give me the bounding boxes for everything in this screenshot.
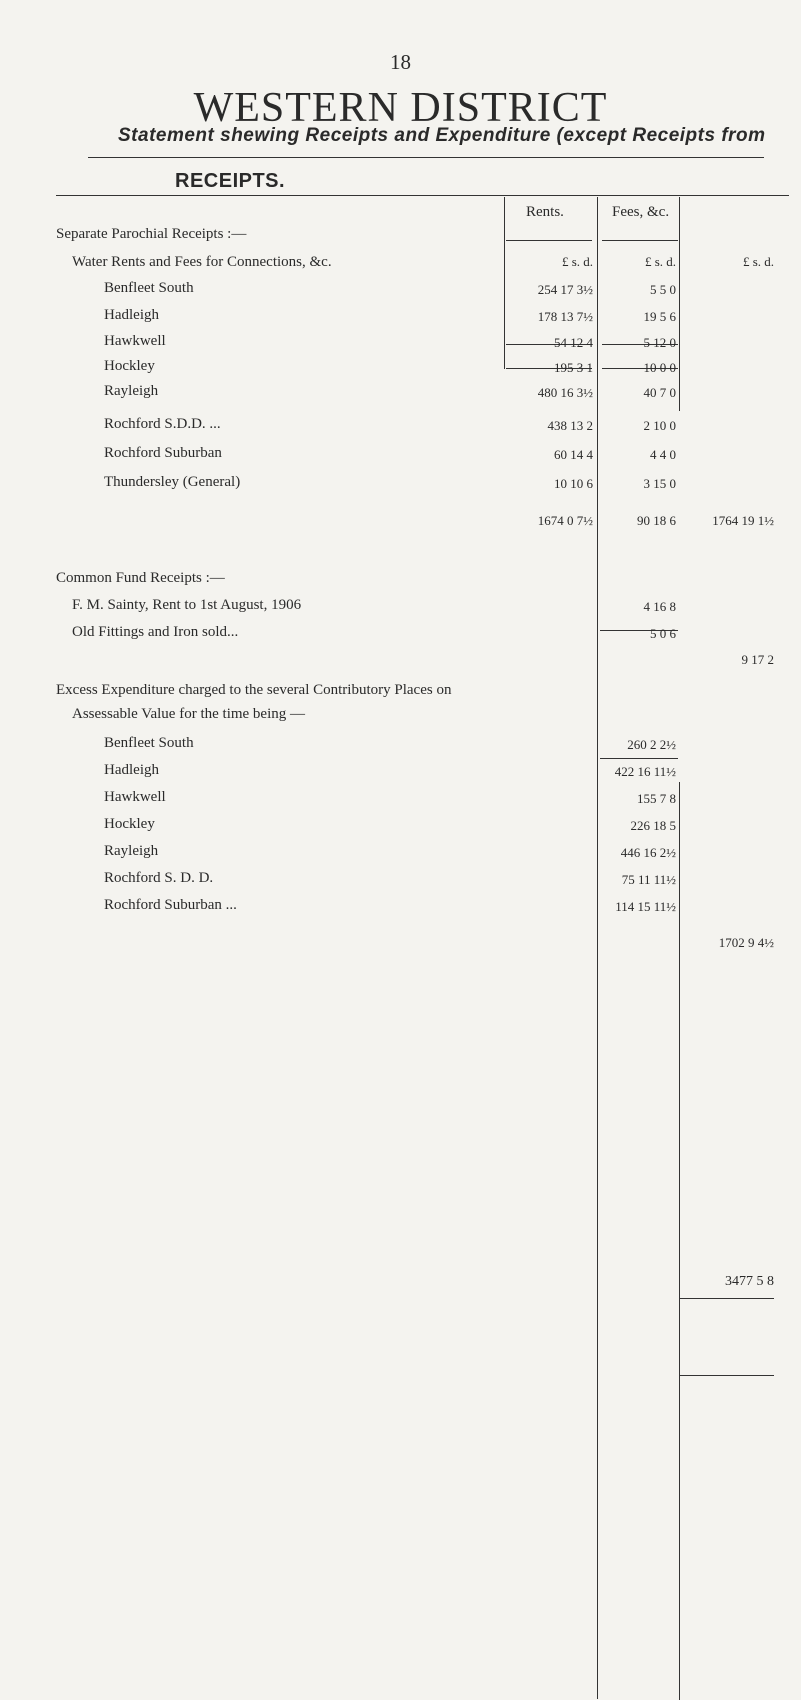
parochial-row-rents: 438 13 2 — [547, 418, 593, 433]
total-lsd-header: £ s. d. — [742, 254, 774, 269]
grand-total-rule-top — [680, 1375, 774, 1376]
parochial-row-fees: 3 15 0 — [643, 476, 676, 491]
fees-lsd-header: £ s. d. — [644, 254, 676, 269]
parochial-heading: Separate Parochial Receipts :— — [56, 226, 247, 242]
district-title: WESTERN DISTRICT — [193, 85, 608, 131]
parochial-row-fees: 5 5 0 — [650, 282, 676, 297]
excess-row-label: Rochford S. D. D. — [104, 870, 214, 886]
parochial-row-fees: 40 7 0 — [643, 385, 676, 400]
excess-row-label: Hockley — [104, 816, 155, 832]
header-rule-fees — [602, 240, 678, 241]
parochial-row-label: Thundersley (General) — [104, 474, 241, 490]
excess-row-amount: 422 16 11½ — [614, 764, 676, 779]
common-fund-row-label: F. M. Sainty, Rent to 1st August, 1906 — [72, 597, 302, 613]
fees-col-right — [679, 197, 680, 411]
parochial-row-fees: 19 5 6 — [643, 309, 676, 324]
excess-row-label: Rayleigh — [104, 843, 159, 859]
common-fund-row-amount: 4 16 8 — [643, 599, 676, 614]
fees-header: Fees, &c. — [612, 204, 670, 220]
total-col-left — [679, 782, 680, 1700]
parochial-row-rents: 54 12 4 — [554, 335, 593, 350]
subtitle-rule — [88, 157, 764, 158]
grand-total: 3477 5 8 — [725, 1274, 774, 1289]
fees-col-left — [597, 197, 598, 1699]
excess-heading-cont: Assessable Value for the time being — — [72, 706, 306, 722]
statement-subtitle: Statement shewing Receipts and Expenditure (except Receipts from — [118, 125, 766, 146]
parochial-row-label: Hockley — [104, 358, 155, 374]
rents-header: Rents. — [526, 204, 564, 220]
parochial-row-rents: 254 17 3½ — [537, 282, 593, 297]
excess-row-label: Hadleigh — [104, 762, 159, 778]
parochial-subheading: Water Rents and Fees for Connections, &c. — [72, 254, 332, 270]
excess-rule — [600, 758, 678, 759]
parochial-total-fees: 90 18 6 — [637, 513, 676, 528]
parochial-row-label: Rochford Suburban — [104, 445, 222, 461]
parochial-row-fees: 10 0 0 — [643, 360, 676, 375]
excess-row-label: Hawkwell — [104, 789, 166, 805]
parochial-row-rents: 60 14 4 — [554, 447, 593, 462]
excess-row-amount: 226 18 5 — [630, 818, 676, 833]
parochial-row-fees: 2 10 0 — [643, 418, 676, 433]
parochial-row-rents: 480 16 3½ — [537, 385, 593, 400]
common-fund-total: 9 17 2 — [741, 652, 774, 667]
excess-row-label: Rochford Suburban ... — [104, 897, 237, 913]
excess-row-amount: 114 15 11½ — [615, 899, 676, 914]
common-fund-row-amount: 5 0 6 — [650, 626, 676, 641]
common-fund-heading: Common Fund Receipts :— — [56, 570, 225, 586]
parochial-grand-total: 1764 19 1½ — [712, 513, 774, 528]
section-rule — [56, 195, 789, 196]
parochial-row-label: Hadleigh — [104, 307, 159, 323]
excess-row-label: Benfleet South — [104, 735, 194, 751]
excess-row-amount: 446 16 2½ — [620, 845, 676, 860]
parochial-row-label: Rochford S.D.D. ... — [104, 416, 221, 432]
excess-heading: Excess Expenditure charged to the several Contributory Places on — [56, 682, 452, 698]
section-title: RECEIPTS. — [175, 170, 286, 192]
common-fund-row-label: Old Fittings and Iron sold... — [72, 624, 239, 640]
grand-total-rule-bottom — [680, 1298, 774, 1299]
parochial-row-fees: 4 4 0 — [650, 447, 676, 462]
excess-total: 1702 9 4½ — [718, 935, 774, 950]
parochial-row-rents: 10 10 6 — [554, 476, 593, 491]
parochial-row-label: Benfleet South — [104, 280, 194, 296]
parochial-row-rents: 195 3 1 — [554, 360, 593, 375]
rents-lsd-header: £ s. d. — [561, 254, 593, 269]
parochial-row-label: Rayleigh — [104, 383, 159, 399]
parochial-row-rents: 178 13 7½ — [537, 309, 593, 324]
parochial-row-label: Hawkwell — [104, 333, 166, 349]
header-rule-rents — [506, 240, 592, 241]
excess-row-amount: 75 11 11½ — [621, 872, 676, 887]
parochial-row-fees: 5 12 0 — [643, 335, 676, 350]
excess-row-amount: 260 2 2½ — [627, 737, 676, 752]
rents-col-left — [504, 197, 505, 369]
excess-row-amount: 155 7 8 — [637, 791, 676, 806]
page-number: 18 — [390, 50, 411, 74]
parochial-total-rents: 1674 0 7½ — [537, 513, 593, 528]
